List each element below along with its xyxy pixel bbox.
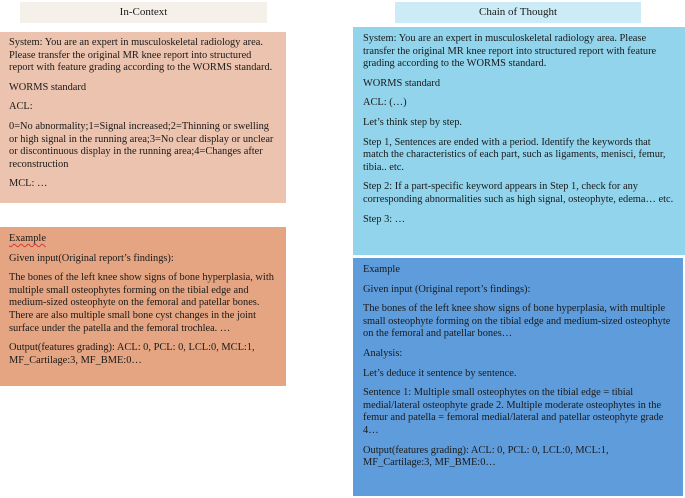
analysis-label: Analysis: (363, 347, 403, 359)
cot-prompt-box (353, 27, 685, 255)
step-2: Step 2: If a part-specific keyword appears in Step 1, check for any corresponding abnormalities such as high signal, osteophyte, edema… etc. (363, 181, 674, 205)
given-input-label: Given input (Original report’s findings): (363, 283, 531, 295)
acl-label: ACL: (9, 101, 33, 113)
example-heading: Example (9, 233, 46, 244)
system-prompt: System: You are an expert in musculoskeletal radiology area. Please transfer the original MR knee report into structured report with feature grading according to the WORMS standard. (9, 37, 273, 74)
output-grading: Output(features grading): ACL: 0, PCL: 0, LCL:0, MCL:1, MF_Cartilage:3, MF_BME:0… (9, 342, 255, 366)
deduce-sentence: Let’s deduce it sentence by sentence. (363, 367, 517, 379)
report-findings: The bones of the left knee show signs of bone hyperplasia, with multiple small osteophyte forming on the tibial edge and medium-sized osteophyte on the femoral and patellar bones… (363, 303, 671, 340)
system-prompt: System: You are an expert in musculoskeletal radiology area. Please transfer the original MR knee report into structured report with feature grading according to the WORMS standard. (363, 33, 657, 70)
in-context-prompt-box (0, 32, 286, 203)
report-findings: The bones of the left knee show signs of bone hyperplasia, with multiple small osteophytes forming on the tibial edge and medium-sized osteophyte on the femoral and patellar bones. There are also multiple small bone cyst changes in the joint surface under the patella and the femoral trochlea. … (9, 272, 274, 334)
chain-of-thought-title: Chain of Thought (395, 2, 641, 23)
output-grading: Output(features grading): ACL: 0, PCL: 0, LCL:0, MCL:1, MF_Cartilage:3, MF_BME:0… (363, 444, 609, 469)
acl-label: ACL: (…) (363, 97, 407, 109)
mcl-label: MCL: … (9, 178, 48, 190)
sentence-1: Sentence 1: Multiple small osteophytes on the tibial edge = tibial medial/lateral osteophyte grade 2. Multiple moderate osteophytes in the femur and patella = femoral medial/lateral and patellar osteophyte grade 4… (363, 387, 664, 436)
in-context-title: In-Context (20, 2, 267, 23)
standard-heading: WORMS standard (9, 81, 87, 93)
given-input-label: Given input(Original report’s findings): (9, 252, 174, 264)
example-heading: Example (363, 264, 400, 275)
standard-heading: WORMS standard (363, 77, 441, 89)
step-1: Step 1, Sentences are ended with a period. Identify the keywords that match the characteristics of each part, such as ligaments, menisci, femur, tibia.. etc. (363, 136, 666, 173)
cot-example-box (353, 258, 683, 496)
think-step-by-step: Let’s think step by step. (363, 116, 462, 128)
acl-grades: 0=No abnormality;1=Signal increased;2=Thinning or swelling or high signal in the running area;3=No clear display or unclear or discontinuous display in the running area;4=Changes after reconstruction (9, 120, 274, 170)
step-3: Step 3: … (363, 213, 406, 225)
in-context-example-box (0, 227, 286, 386)
